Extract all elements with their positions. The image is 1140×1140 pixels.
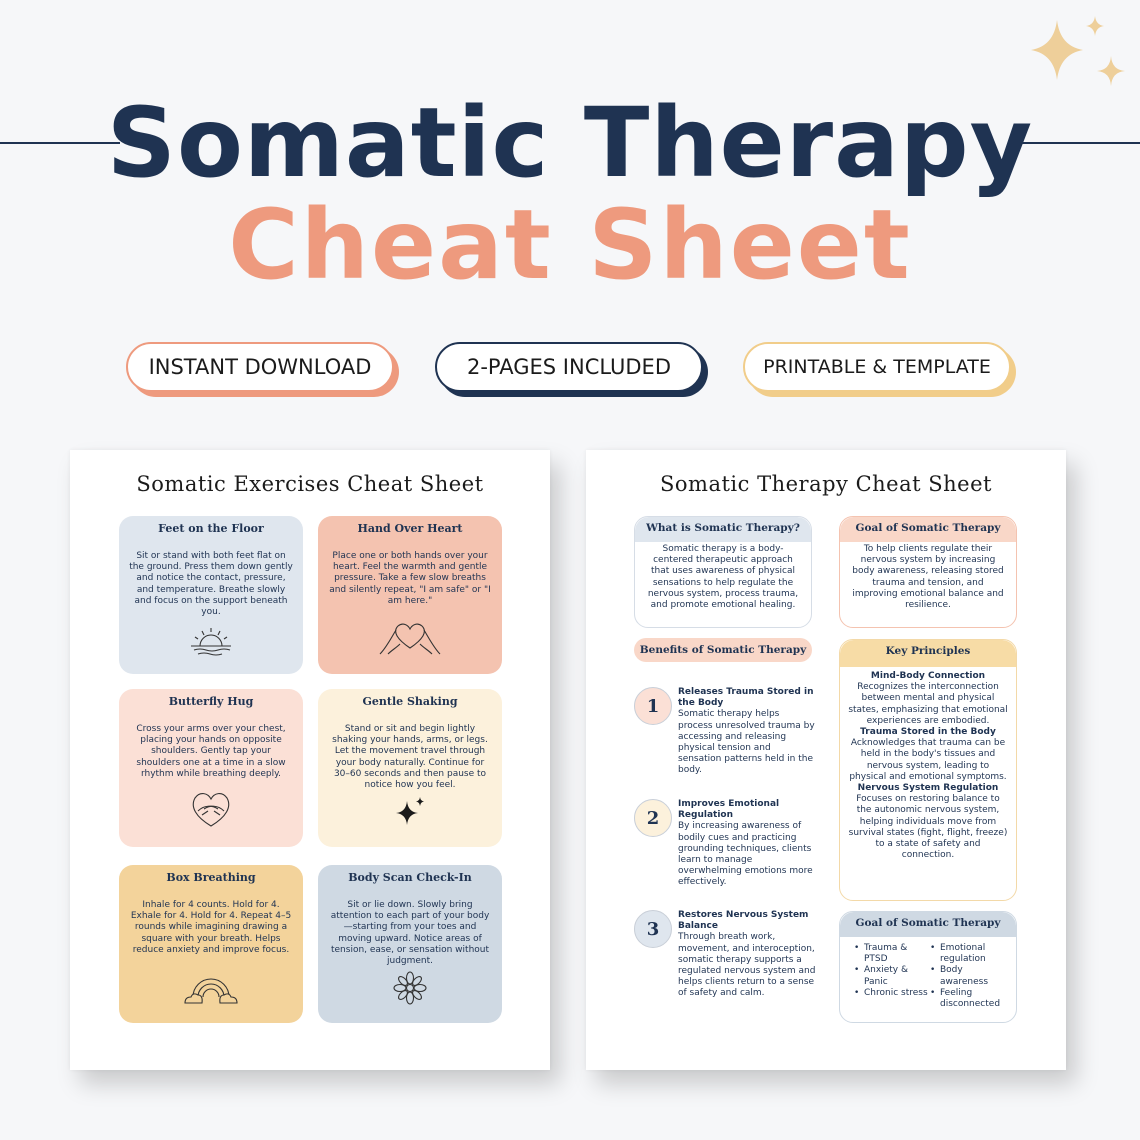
principle-title: Mind-Body Connection: [870, 671, 986, 681]
list-item: • Trauma & PTSD: [854, 943, 930, 965]
goal-text: To help clients regulate their nervous system by increasing body awareness, releasing stored trauma and tension, and improving emotional balance and resilience.: [852, 544, 1004, 611]
sunrise-icon: [119, 626, 303, 656]
benefits-title: Benefits of Somatic Therapy: [634, 638, 812, 662]
main-subtitle: Cheat Sheet: [228, 189, 912, 301]
conditions-box: [839, 911, 1017, 1023]
sparkles-icon: [1015, 8, 1140, 103]
sparkle-icon: [318, 795, 502, 829]
principle-text: Recognizes the interconnection between mental and physical states, emphasizing that emotional experiences are embodied.: [848, 682, 1008, 726]
self-hug-heart-icon: [119, 789, 303, 829]
flower-icon: [318, 971, 502, 1005]
benefit-title: Releases Trauma Stored in the Body: [678, 687, 814, 709]
list-item: • Emotional regulation: [930, 943, 1006, 965]
benefit-item: [634, 910, 816, 1020]
benefit-number: 3: [634, 910, 672, 948]
list-item: • Feeling disconnected: [930, 988, 1006, 1010]
card-title: Hand Over Heart: [357, 522, 463, 535]
card-body-scan: [318, 865, 502, 1023]
card-text: Place one or both hands over your heart. Feel the warmth and gentle pressure. Take a few slow breaths and silently repeat, "I am safe" or "I am here.": [329, 551, 491, 606]
card-title: Gentle Shaking: [362, 695, 458, 708]
list-item: • Body awareness: [930, 965, 1006, 987]
list-item: • Anxiety & Panic: [854, 965, 930, 987]
exercises-page-title: Somatic Exercises Cheat Sheet: [136, 472, 484, 496]
exercises-page: [70, 450, 550, 1070]
card-title: Butterfly Hug: [168, 695, 254, 708]
conditions-title: Goal of Somatic Therapy: [840, 912, 1016, 937]
card-hand-over-heart: [318, 516, 502, 674]
pages-included-badge: 2-PAGES INCLUDED: [435, 342, 703, 392]
instant-download-badge: INSTANT DOWNLOAD: [126, 342, 394, 392]
therapy-page-title: Somatic Therapy Cheat Sheet: [660, 472, 992, 496]
conditions-list-left: [854, 943, 930, 1010]
benefit-number: 1: [634, 687, 672, 725]
card-title: Feet on the Floor: [158, 522, 264, 535]
principle-title: Trauma Stored in the Body: [860, 727, 996, 738]
card-text: Sit or lie down. Slowly bring attention to each part of your body—starting from your toes and moving upward. Notice areas of tension, ease, or sensation without judgment.: [330, 900, 490, 967]
card-feet-on-floor: [119, 516, 303, 674]
key-principles-title: Key Principles: [840, 640, 1016, 667]
benefit-text: Through breath work, movement, and interoception, somatic therapy supports a regulated nervous system and helps clients return to a sense of safety and calm.: [678, 932, 816, 999]
principle-text: Acknowledges that trauma can be held in the body's tissues and nervous system, leading to physical and emotional symptoms.: [849, 738, 1007, 782]
benefit-text: Somatic therapy helps process unresolved trauma by accessing and releasing physical tension and sensation patterns held in the body.: [678, 709, 815, 776]
what-is-text: Somatic therapy is a body-centered therapeutic approach that uses awareness of physical sensations to help regulate the nervous system, process trauma, and promote emotional healing.: [647, 544, 799, 611]
benefit-item: [634, 687, 816, 787]
card-gentle-shaking: [318, 689, 502, 847]
conditions-list-right: [930, 943, 1006, 1010]
benefit-title: Improves Emotional Regulation: [678, 799, 780, 821]
card-text: Stand or sit and begin lightly shaking your hands, arms, or legs. Let the movement travel through your body naturally. Continue for 30–60 seconds and then pause to notice how you feel.: [332, 724, 488, 791]
principle-title: Nervous System Regulation: [857, 783, 999, 794]
what-is-box: [634, 516, 812, 628]
benefit-text: By increasing awareness of bodily cues and practicing grounding techniques, clients learn to manage overwhelming emotions more effectively.: [678, 821, 813, 888]
card-text: Inhale for 4 counts. Hold for 4. Exhale for 4. Hold for 4. Repeat 4–5 rounds while imagining drawing a square with your breath. Helps reduce anxiety and improve focus.: [130, 900, 292, 955]
principle-text: Focuses on restoring balance to the autonomic nervous system, helping individuals move from survival states (fight, flight, freeze) to a state of safety and connection.: [848, 794, 1008, 861]
card-box-breathing: [119, 865, 303, 1023]
goal-box: [839, 516, 1017, 628]
card-butterfly-hug: [119, 689, 303, 847]
rainbow-clouds-icon: [119, 975, 303, 1005]
card-text: Sit or stand with both feet flat on the ground. Press them down gently and notice the contact, pressure, and temperature. Breathe slowly and focus on the support beneath you.: [129, 551, 293, 618]
benefit-number: 2: [634, 799, 672, 837]
heart-hands-icon: [318, 618, 502, 656]
main-title: Somatic Therapy: [106, 87, 1034, 199]
card-title: Box Breathing: [166, 871, 256, 884]
benefit-item: [634, 799, 816, 899]
card-title: Body Scan Check-In: [348, 871, 472, 884]
benefit-title: Restores Nervous System Balance: [678, 910, 809, 932]
key-principles-box: [839, 639, 1017, 901]
printable-template-badge: PRINTABLE & TEMPLATE: [743, 342, 1011, 392]
therapy-page: [586, 450, 1066, 1070]
goal-title: Goal of Somatic Therapy: [840, 517, 1016, 542]
card-text: Cross your arms over your chest, placing your hands on opposite shoulders. Gently tap your shoulders one at a time in a slow rhythm while breathing deeply.: [136, 724, 286, 779]
list-item: • Chronic stress: [854, 988, 930, 999]
what-is-title: What is Somatic Therapy?: [635, 517, 811, 542]
